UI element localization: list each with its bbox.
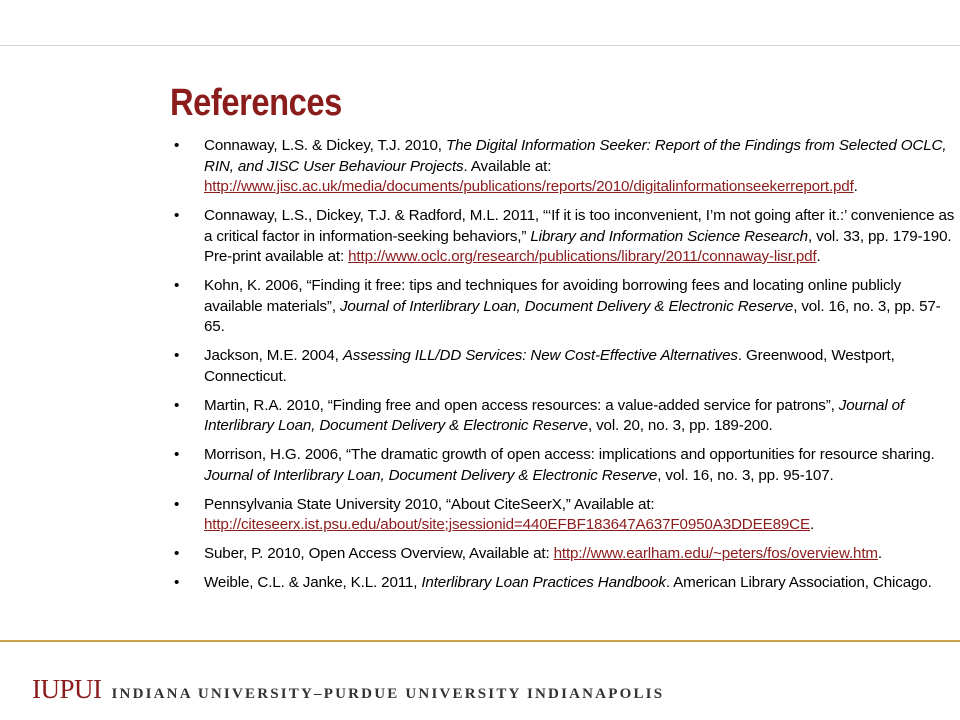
bullet-icon: • [174,396,180,414]
reference-text: , vol. 33, pp. 179-190. Pre-print available at: [204,227,952,265]
footer [32,674,664,705]
reference-title-italic: Interlibrary Loan Practices Handbook [421,574,666,591]
university-name: INDIANA UNIVERSITY–PURDUE UNIVERSITY INDIANAPOLIS [111,686,665,702]
reference-text: Morrison, H.G. 2006, “The dramatic growth of open access: implications and opportunities for resource sharing. [204,446,935,463]
reference-title-italic: Assessing ILL/DD Services: New Cost-Effective Alternatives [342,347,738,364]
reference-text: Martin, R.A. 2010, “Finding free and open access resources: a value-added service for patrons”, [204,396,839,414]
reference-title-italic: Journal of Interlibrary Loan, Document Delivery & Electronic Reserve [204,466,658,484]
reference-text: Pennsylvania State University 2010, “About CiteSeerX,” Available at: [204,495,655,513]
reference-link[interactable]: http://www.jisc.ac.uk/media/documents/publications/reports/2010/digitalinformationseekerreport.pdf [204,178,854,195]
reference-text: . [816,248,821,265]
reference-text: , vol. 16, no. 3, pp. 57-65. [204,297,941,335]
reference-text: . [809,516,815,533]
bullet-icon: • [174,277,180,294]
reference-link[interactable]: http://www.earlham.edu/~peters/fos/overview.htm [553,545,878,562]
bullet-icon: • [174,137,180,154]
reference-item [172,346,957,387]
reference-item [172,206,957,268]
bullet-icon: • [174,347,180,364]
reference-item [172,573,957,594]
reference-item [172,544,957,565]
reference-title-italic: Journal of Interlibrary Loan, Document Delivery & Electronic Reserve [204,396,904,434]
reference-item [172,136,957,198]
reference-text: Connaway, L.S. & Dickey, T.J. 2010, [204,137,446,154]
iupui-logo: IUPUI [32,674,102,704]
reference-text: Connaway, L.S., Dickey, T.J. & Radford, M.L. 2011, “‘If it is too inconvenient, I’m not going after it.:’ convenience as a critical factor in information-seeking behaviors,” [204,207,955,245]
bullet-icon: • [174,574,180,591]
reference-text: . American Library Association, Chicago. [665,574,932,591]
reference-text: . [853,178,858,195]
reference-item [172,445,957,486]
reference-text: . Greenwood, Westport, Connecticut. [204,347,895,385]
reference-text: Suber, P. 2010, Open Access Overview, Available at: [204,545,554,562]
reference-item [172,396,957,437]
slide-title: References [170,82,342,124]
reference-text: , vol. 16, no. 3, pp. 95-107. [657,466,834,484]
reference-text: , vol. 20, no. 3, pp. 189-200. [587,417,773,434]
top-divider [0,45,960,46]
reference-title-italic: The Digital Information Seeker: Report of the Findings from Selected OCLC, RIN, and JISC User Behaviour Projects [204,137,947,175]
reference-title-italic: Journal of Interlibrary Loan, Document Delivery & Electronic Reserve [339,297,794,315]
references-list [172,136,957,602]
reference-item [172,495,957,536]
bullet-icon: • [174,495,180,513]
reference-text: Kohn, K. 2006, “Finding it free: tips and techniques for avoiding borrowing fees and locating online publicly available materials”, [204,277,902,315]
bullet-icon: • [174,446,180,463]
bullet-icon: • [174,545,180,562]
reference-text: . Available at: [463,157,552,175]
reference-link[interactable]: http://www.oclc.org/research/publications/library/2011/connaway-lisr.pdf [348,248,817,265]
reference-text: Weible, C.L. & Janke, K.L. 2011, [204,574,422,591]
reference-title-italic: Library and Information Science Research [530,227,808,245]
reference-text: Jackson, M.E. 2004, [204,347,343,364]
footer-divider [0,640,960,642]
bullet-icon: • [174,207,180,224]
reference-link[interactable]: http://citeseerx.ist.psu.edu/about/site;jsessionid=440EFBF183647A637F0950A3DDEE89CE [204,516,810,533]
reference-text: . [877,545,882,562]
reference-item [172,276,957,338]
